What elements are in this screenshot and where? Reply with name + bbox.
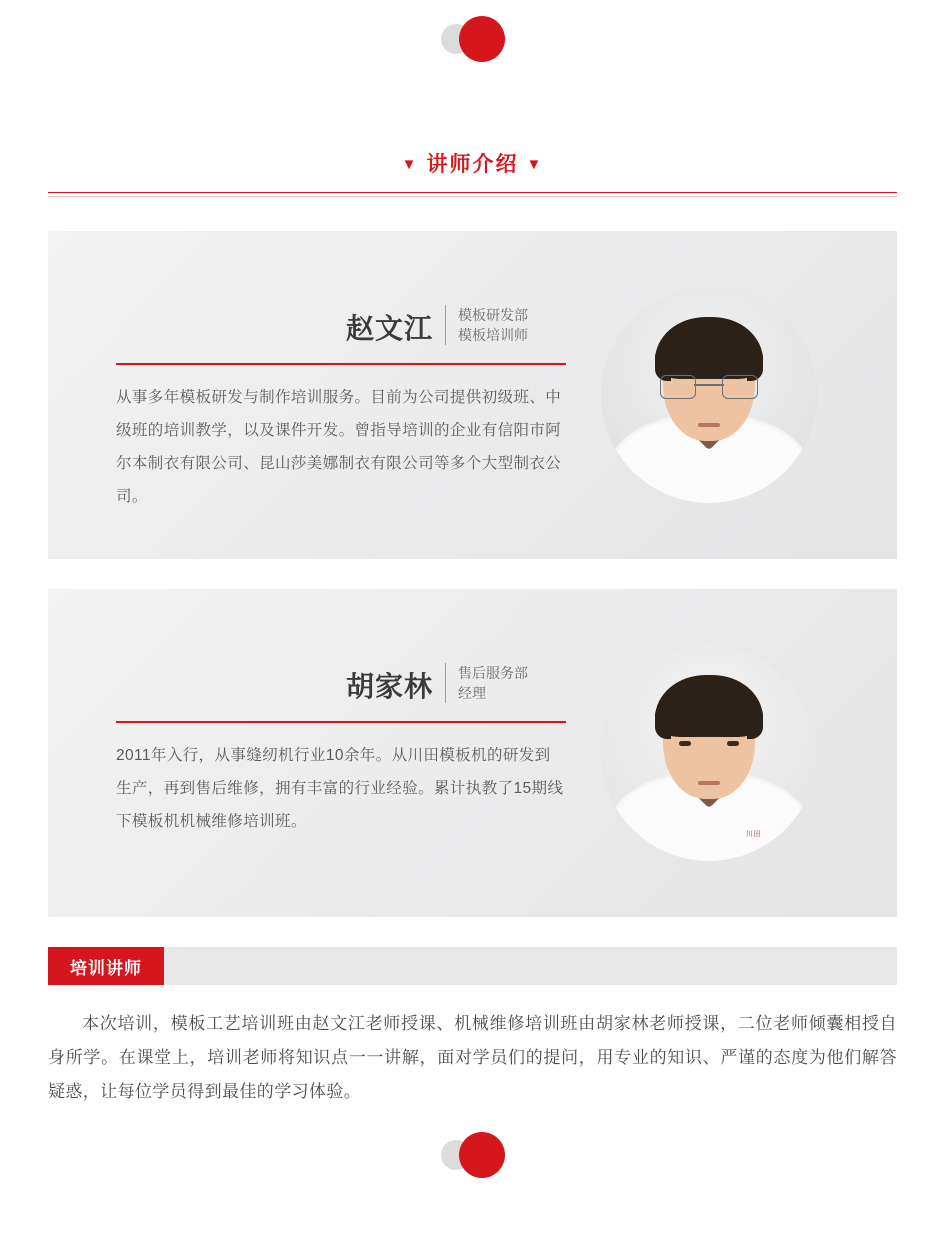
vertical-divider	[445, 305, 446, 345]
triangle-right-icon: ▼	[526, 156, 544, 173]
label-bar-background	[48, 947, 897, 985]
teacher-role	[458, 305, 564, 345]
teacher-role	[458, 663, 564, 703]
name-underline	[116, 721, 566, 723]
body-block	[0, 1007, 945, 1109]
teacher-bio: 2011年入行，从事缝纫机行业10余年。从川田模板机的研发到生产，再到售后维修，拥有丰富的行业经验。累计执教了15期线下模板机机械维修培训班。	[116, 747, 564, 830]
heading-divider	[48, 192, 897, 193]
heading-divider-secondary	[48, 196, 897, 197]
teacher-bio: 从事多年模板研发与制作培训服务。目前为公司提供初级班、中级班的培训教学，以及课件开发。曾指导培训的企业有信阳市阿尔本制衣有限公司、昆山莎美娜制衣有限公司等多个大型制衣公司。	[116, 389, 562, 505]
teacher-role-line2: 经理	[458, 685, 486, 701]
teacher-name: 胡家林	[345, 671, 433, 702]
triangle-left-icon: ▼	[401, 156, 419, 173]
teacher-portrait	[601, 287, 817, 503]
section-heading-block	[0, 148, 945, 197]
top-decoration-dots	[0, 0, 945, 62]
mouth-shape	[698, 781, 720, 785]
teacher-card	[48, 589, 897, 917]
name-underline	[116, 363, 566, 365]
teacher-info	[116, 663, 566, 838]
section-heading-text: 讲师介绍	[426, 153, 519, 176]
glasses-icon	[660, 375, 758, 397]
teacher-role-line2: 模板培训师	[458, 327, 528, 343]
status-badge: 培训讲师	[48, 947, 164, 985]
teacher-portrait	[601, 645, 817, 861]
teacher-card	[48, 231, 897, 559]
body-paragraph: 本次培训，模板工艺培训班由赵文江老师授课、机械维修培训班由胡家林老师授课，二位老师倾囊相授自身所学。在课堂上，培训老师将知识点一一讲解，面对学员们的提问，用专业的知识、严谨的态度为他们解答疑惑，让每位学员得到最佳的学习体验。	[48, 1014, 897, 1102]
eye-right-shape	[727, 741, 739, 746]
eye-left-shape	[679, 741, 691, 746]
teacher-name-row	[116, 663, 566, 703]
teacher-card-list	[0, 231, 945, 917]
teacher-role-line1: 模板研发部	[458, 307, 528, 323]
bottom-decoration-dots	[0, 1126, 945, 1178]
teacher-name-row	[116, 305, 566, 345]
page-title	[48, 148, 897, 192]
red-circle-icon	[459, 1132, 505, 1178]
teacher-info	[116, 305, 566, 513]
label-bar-block	[0, 947, 945, 985]
vertical-divider	[445, 663, 446, 703]
shirt-logo-icon: 川田	[746, 831, 761, 838]
teacher-role-line1: 售后服务部	[458, 665, 528, 681]
teacher-name: 赵文江	[345, 313, 433, 344]
red-circle-icon	[459, 16, 505, 62]
mouth-shape	[698, 423, 720, 427]
